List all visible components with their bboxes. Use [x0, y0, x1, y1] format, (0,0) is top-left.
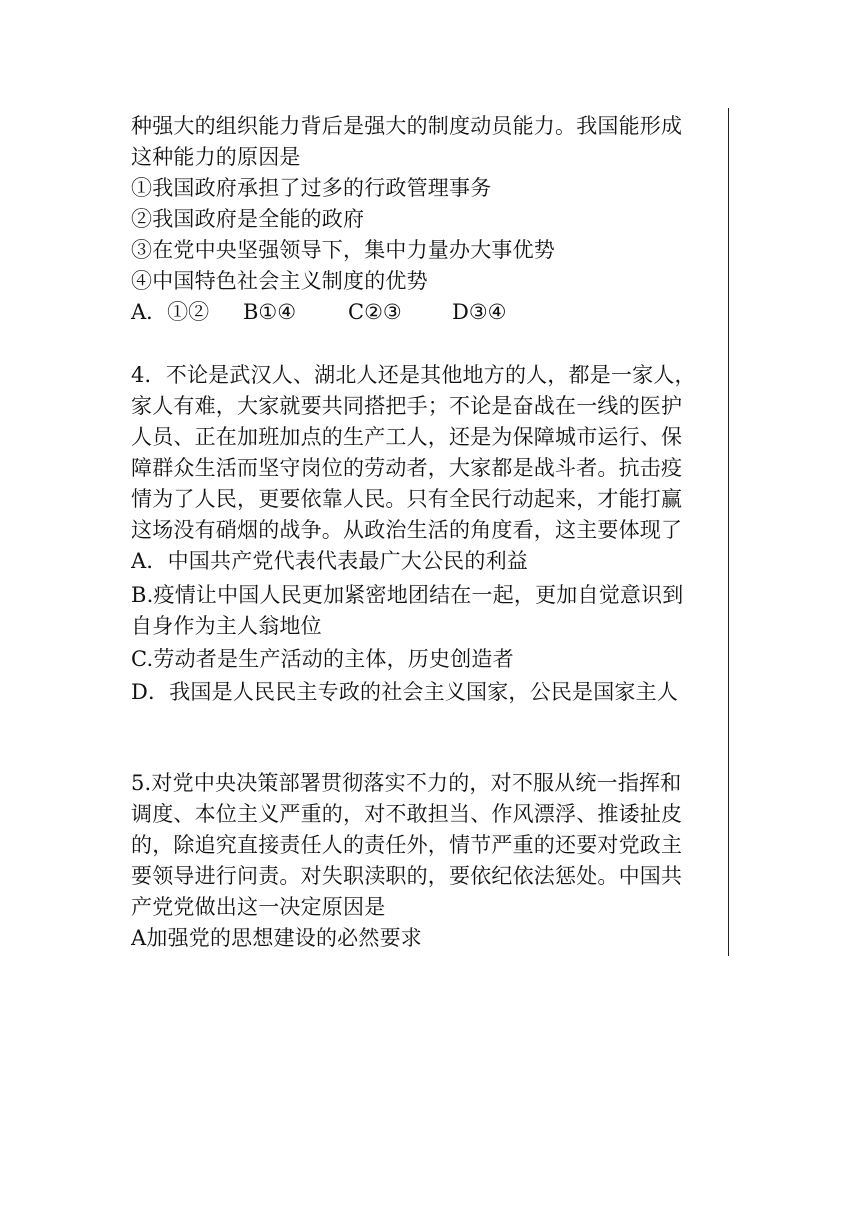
q5-option-a: A加强党的思想建设的必然要求: [131, 926, 422, 950]
q4-option-d: D．我国是人民民主专政的社会主义国家，公民是国家主人: [131, 680, 679, 704]
q4-text-line: 障群众生活而坚守岗位的劳动者，大家都是战斗者。抗击疫: [131, 456, 683, 480]
q3-item: ④中国特色社会主义制度的优势: [131, 269, 428, 293]
q3-item: ②我国政府是全能的政府: [131, 207, 365, 231]
q5-text-line: 的，除追究直接责任人的责任外，情节严重的还要对党政主: [131, 833, 683, 857]
q5-text-line: 产党党做出这一决定原因是: [131, 895, 386, 919]
q4-option-a: A．中国共产党代表代表最广大公民的利益: [131, 549, 528, 573]
q4-option-b-cont: 自身作为主人翁地位: [131, 614, 322, 638]
q3-item: ③在党中央坚强领导下，集中力量办大事优势: [131, 238, 555, 262]
q3-text-line: 种强大的组织能力背后是强大的制度动员能力。我国能形成: [131, 114, 683, 138]
q4-option-b: B.疫情让中国人民更加紧密地团结在一起，更加自觉意识到: [131, 583, 684, 607]
q3-option-c: C②③: [348, 300, 402, 324]
q4-text-line: 人员、正在加班加点的生产工人，还是为保障城市运行、保: [131, 425, 683, 449]
q5-text-line: 5.对党中央决策部署贯彻落实不力的，对不服从统一指挥和: [131, 771, 682, 795]
q4-text-line: 这场没有硝烟的战争。从政治生活的角度看，这主要体现了: [131, 518, 683, 542]
q3-option-d: D③④: [452, 300, 507, 324]
q3-text-line: 这种能力的原因是: [131, 145, 301, 169]
q5-text-line: 要领导进行问责。对失职渎职的，要依纪依法惩处。中国共: [131, 864, 683, 888]
q3-option-a: A．①②: [131, 300, 210, 324]
q4-text-line: 情为了人民，更要依靠人民。只有全民行动起来，才能打赢: [131, 487, 683, 511]
q3-option-b: B①④: [243, 300, 297, 324]
q4-text-line: 家人有难，大家就要共同搭把手；不论是奋战在一线的医护: [131, 394, 683, 418]
q4-option-c: C.劳动者是生产活动的主体，历史创造者: [131, 647, 514, 671]
q3-item: ①我国政府承担了过多的行政管理事务: [131, 176, 492, 200]
q5-text-line: 调度、本位主义严重的，对不敢担当、作风漂浮、推诿扯皮: [131, 802, 683, 826]
q4-text-line: 4．不论是武汉人、湖北人还是其他地方的人，都是一家人，: [131, 363, 696, 387]
